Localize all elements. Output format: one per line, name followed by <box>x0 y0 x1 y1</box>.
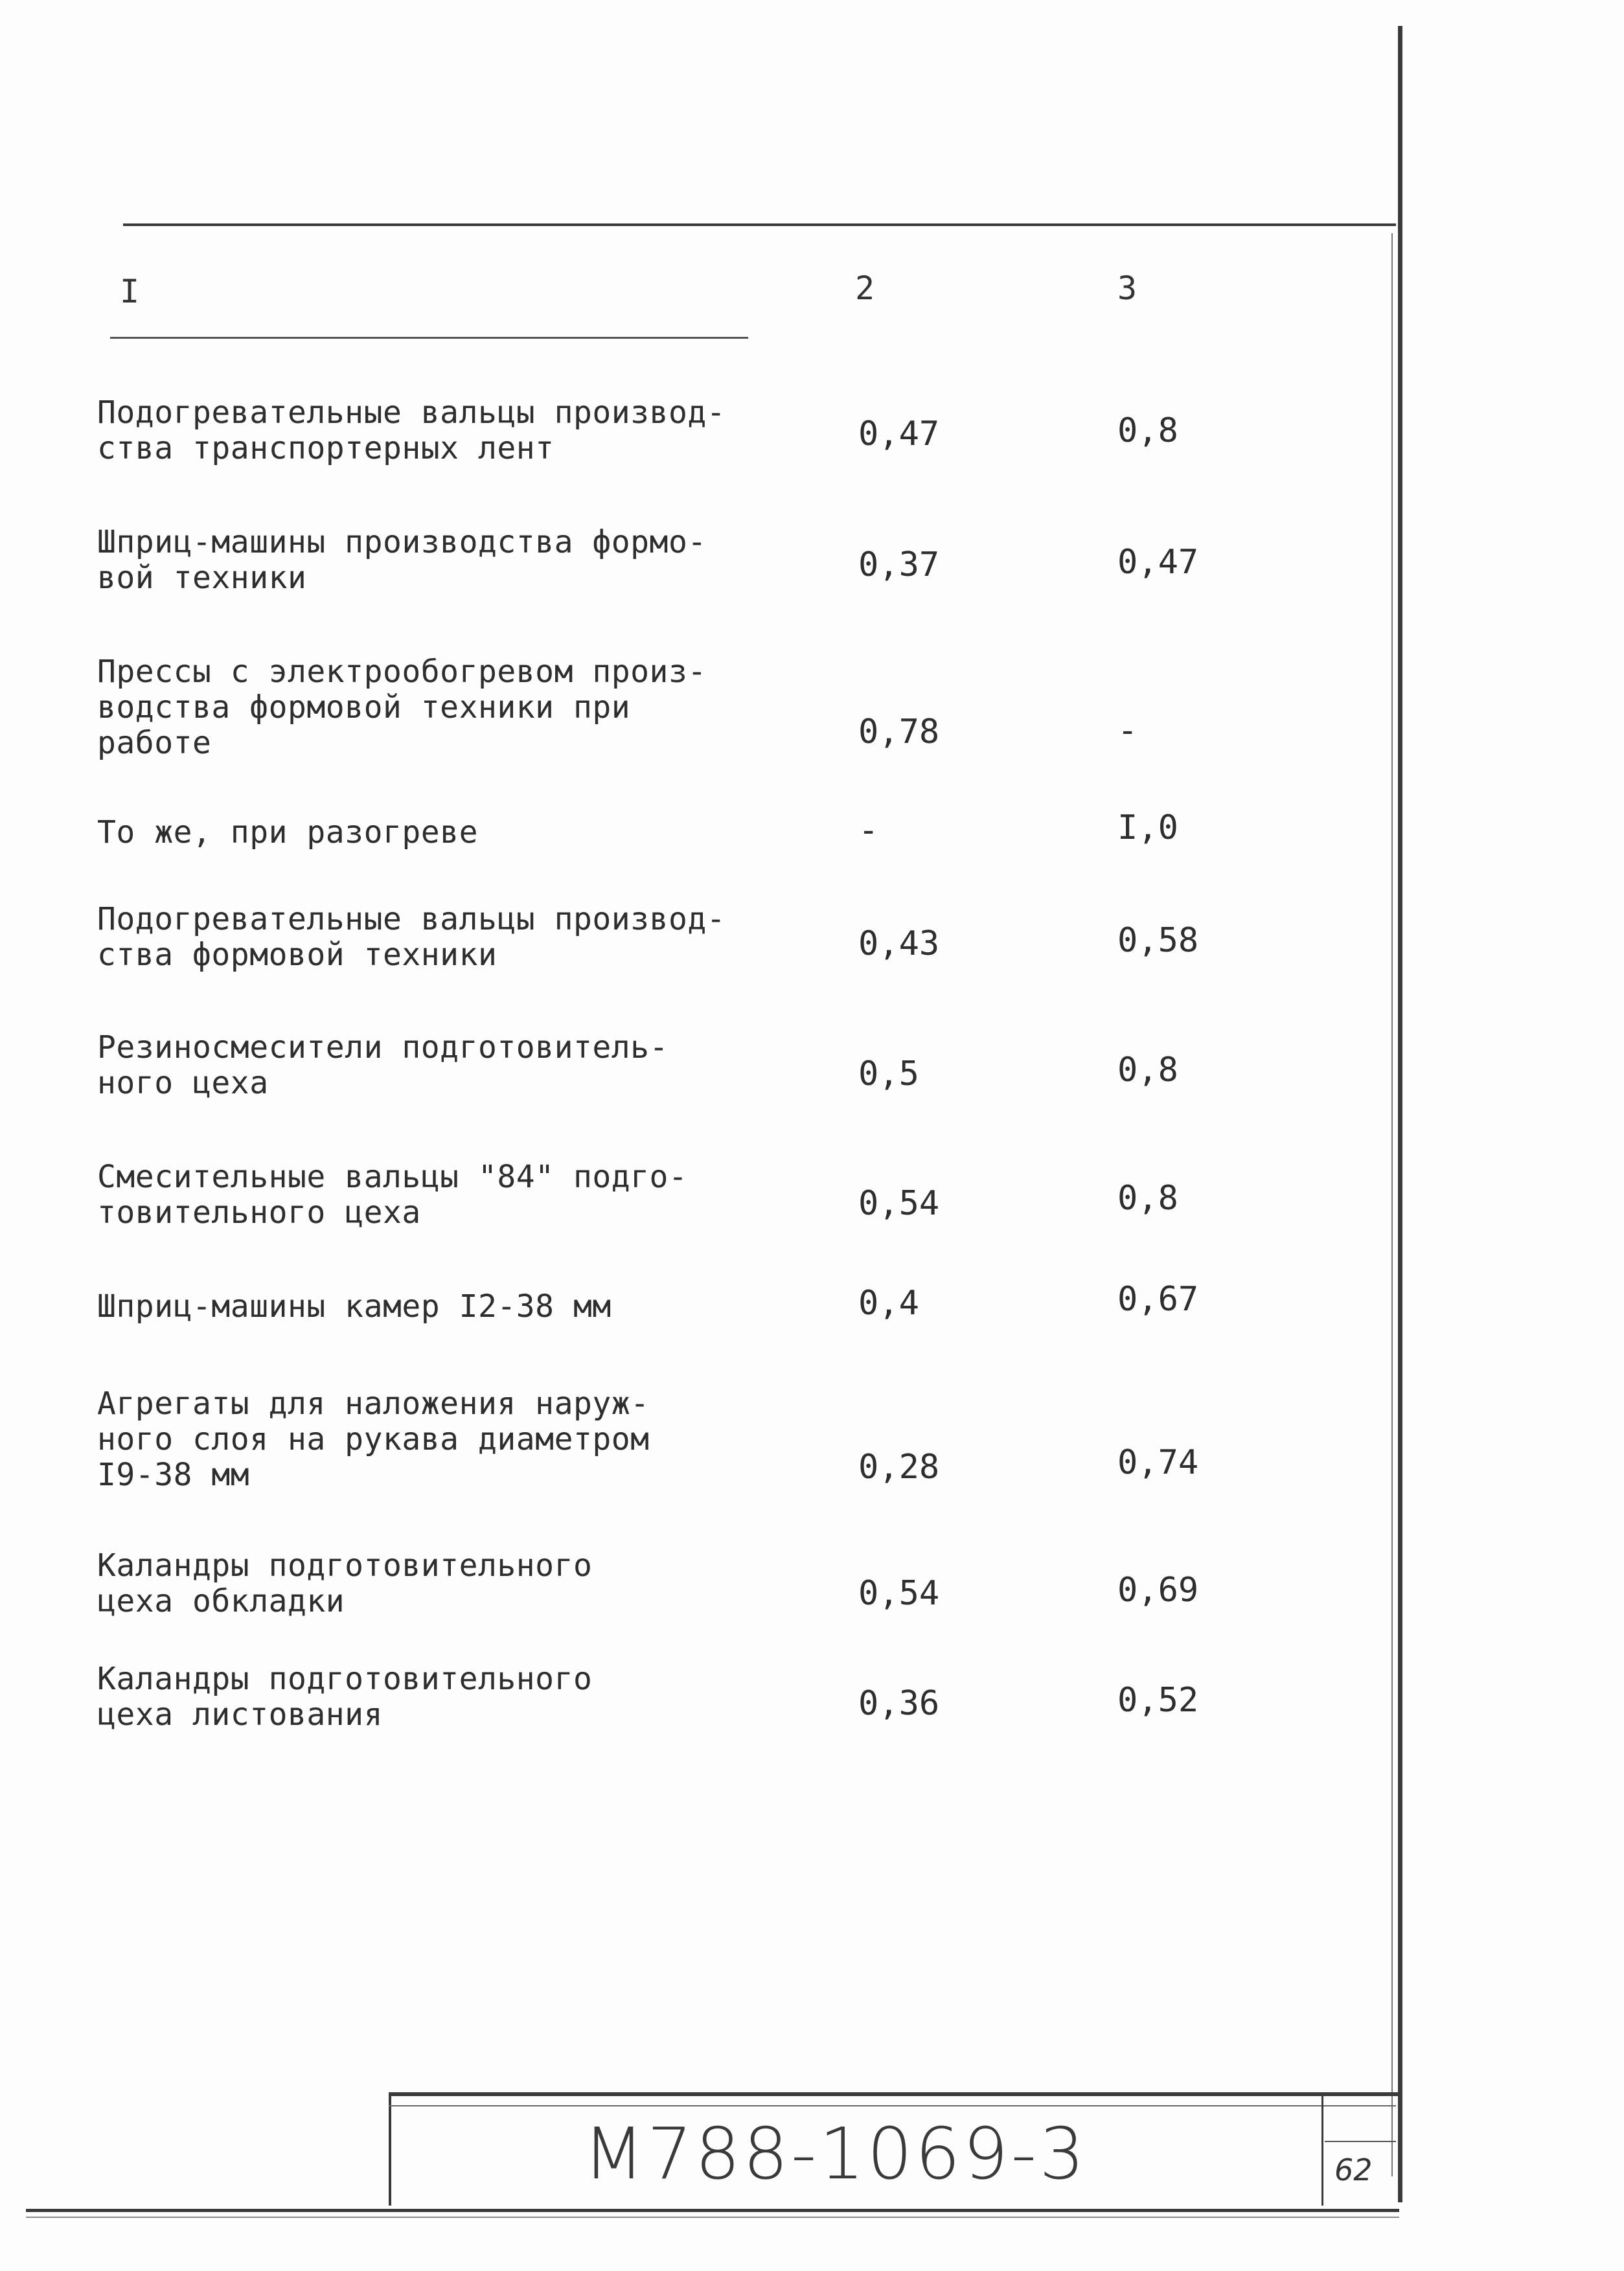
header-underline <box>110 337 748 339</box>
row-value-col2: 0,28 <box>858 1448 940 1487</box>
table-top-rule <box>123 223 1396 226</box>
row-value-col2: 0,54 <box>858 1184 940 1223</box>
title-block-divider <box>1321 2092 1323 2206</box>
row-value-col2: 0,47 <box>858 415 940 453</box>
row-label: То же, при разогреве <box>97 814 478 850</box>
row-value-col2: 0,54 <box>858 1574 940 1613</box>
row-label: Каландры подготовительного цеха листования <box>97 1661 593 1733</box>
row-label: Шприц-машины камер I2-38 мм <box>97 1288 612 1325</box>
row-value-col3: 0,8 <box>1117 411 1178 450</box>
row-label: Каландры подготовительного цеха обкладки <box>97 1547 593 1619</box>
row-value-col2: 0,4 <box>858 1284 919 1323</box>
row-label: Агрегаты для наложения наруж- ного слоя на рукава диаметром I9-38 мм <box>97 1386 650 1493</box>
column-header-3: 3 <box>1117 269 1138 307</box>
title-block-sheet-cell <box>1325 2099 1396 2142</box>
row-label: Подогревательные вальцы производ- ства транспортерных лент <box>97 394 726 466</box>
row-value-col2: 0,5 <box>858 1055 919 1093</box>
row-value-col3: 0,8 <box>1117 1179 1178 1218</box>
bottom-rule-thin <box>26 2217 1399 2218</box>
row-value-col3: I,0 <box>1117 808 1178 847</box>
page-number: 62 <box>1334 2152 1373 2187</box>
document-code: М788-1069-3 <box>583 2112 1088 2195</box>
row-value-col3: 0,69 <box>1117 1571 1199 1610</box>
row-value-col3: 0,52 <box>1117 1681 1199 1720</box>
right-border-thin-line <box>1391 233 1393 2176</box>
column-header-2: 2 <box>855 269 875 307</box>
row-value-col2: 0,78 <box>858 713 940 751</box>
row-value-col3: 0,8 <box>1117 1051 1178 1090</box>
row-value-col2: 0,43 <box>858 924 940 963</box>
row-label: Смесительные вальцы "84" подго- товительного цеха <box>97 1159 688 1231</box>
row-label: Резиносмесители подготовитель- ного цеха <box>97 1029 669 1101</box>
row-value-col2: 0,36 <box>858 1684 940 1723</box>
row-value-col2: 0,37 <box>858 545 940 584</box>
right-border-line <box>1398 26 1402 2202</box>
column-header-1: I <box>120 273 140 310</box>
row-value-col3: 0,58 <box>1117 921 1199 960</box>
row-label: Прессы с электрообогревом произ- водства формовой техники при работе <box>97 654 707 761</box>
bottom-rule <box>26 2209 1399 2212</box>
row-value-col3: 0,67 <box>1117 1280 1199 1319</box>
row-label: Шприц-машины производства формо- вой техники <box>97 524 707 596</box>
row-value-col3: 0,47 <box>1117 543 1199 582</box>
row-label: Подогревательные вальцы производ- ства формовой техники <box>97 901 726 973</box>
row-value-col3: - <box>1117 711 1138 750</box>
row-value-col2: - <box>858 811 879 850</box>
row-value-col3: 0,74 <box>1117 1443 1199 1482</box>
title-block-inner-line <box>389 2105 1396 2106</box>
